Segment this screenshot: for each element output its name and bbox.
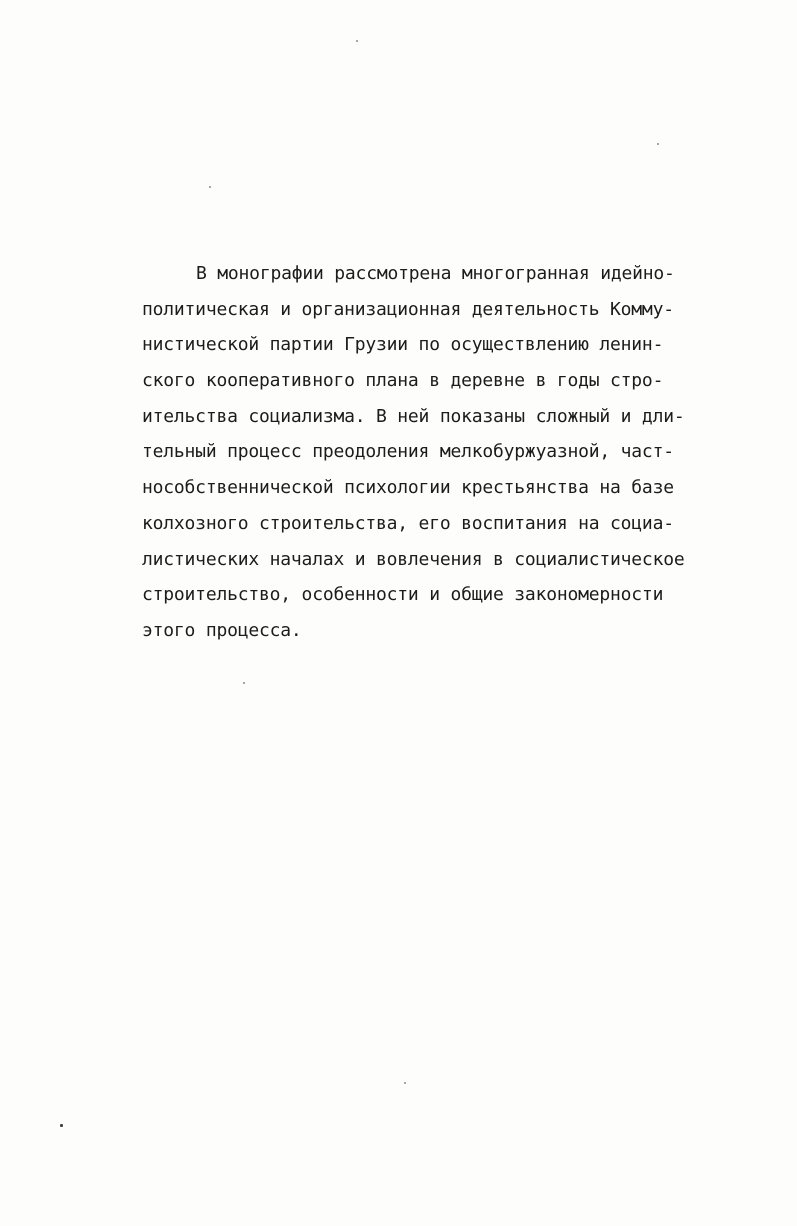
abstract-line: ительства социализма. В ней показаны сложный и дли- <box>142 405 685 427</box>
abstract-line: колхозного строительства, его воспитания на социа- <box>142 512 674 534</box>
paper-speck <box>60 1124 63 1127</box>
abstract-line: этого процесса. <box>142 619 302 641</box>
abstract-line: нистической партии Грузии по осуществлению ленин- <box>142 334 664 356</box>
abstract-line: В монографии рассмотрена многогранная идейно- <box>196 263 675 284</box>
abstract-line: нособственнической психологии крестьянства на базе <box>142 477 674 499</box>
abstract-line: ского кооперативного плана в деревне в годы стро- <box>142 370 664 392</box>
abstract-line: строительство, особенности и общие закономерности <box>142 584 664 606</box>
abstract-line: политическая и организационная деятельность Комму- <box>142 298 674 320</box>
abstract-line: листических началах и вовлечения в социалистическое <box>142 548 685 570</box>
paper-speck <box>209 186 211 188</box>
paper-speck <box>356 40 358 42</box>
paper-speck <box>404 1082 406 1084</box>
abstract-paragraph <box>142 256 702 649</box>
paper-speck <box>243 682 245 684</box>
abstract-line: тельный процесс преодоления мелкобуржуазной, част- <box>142 441 674 463</box>
paper-speck <box>657 143 659 145</box>
